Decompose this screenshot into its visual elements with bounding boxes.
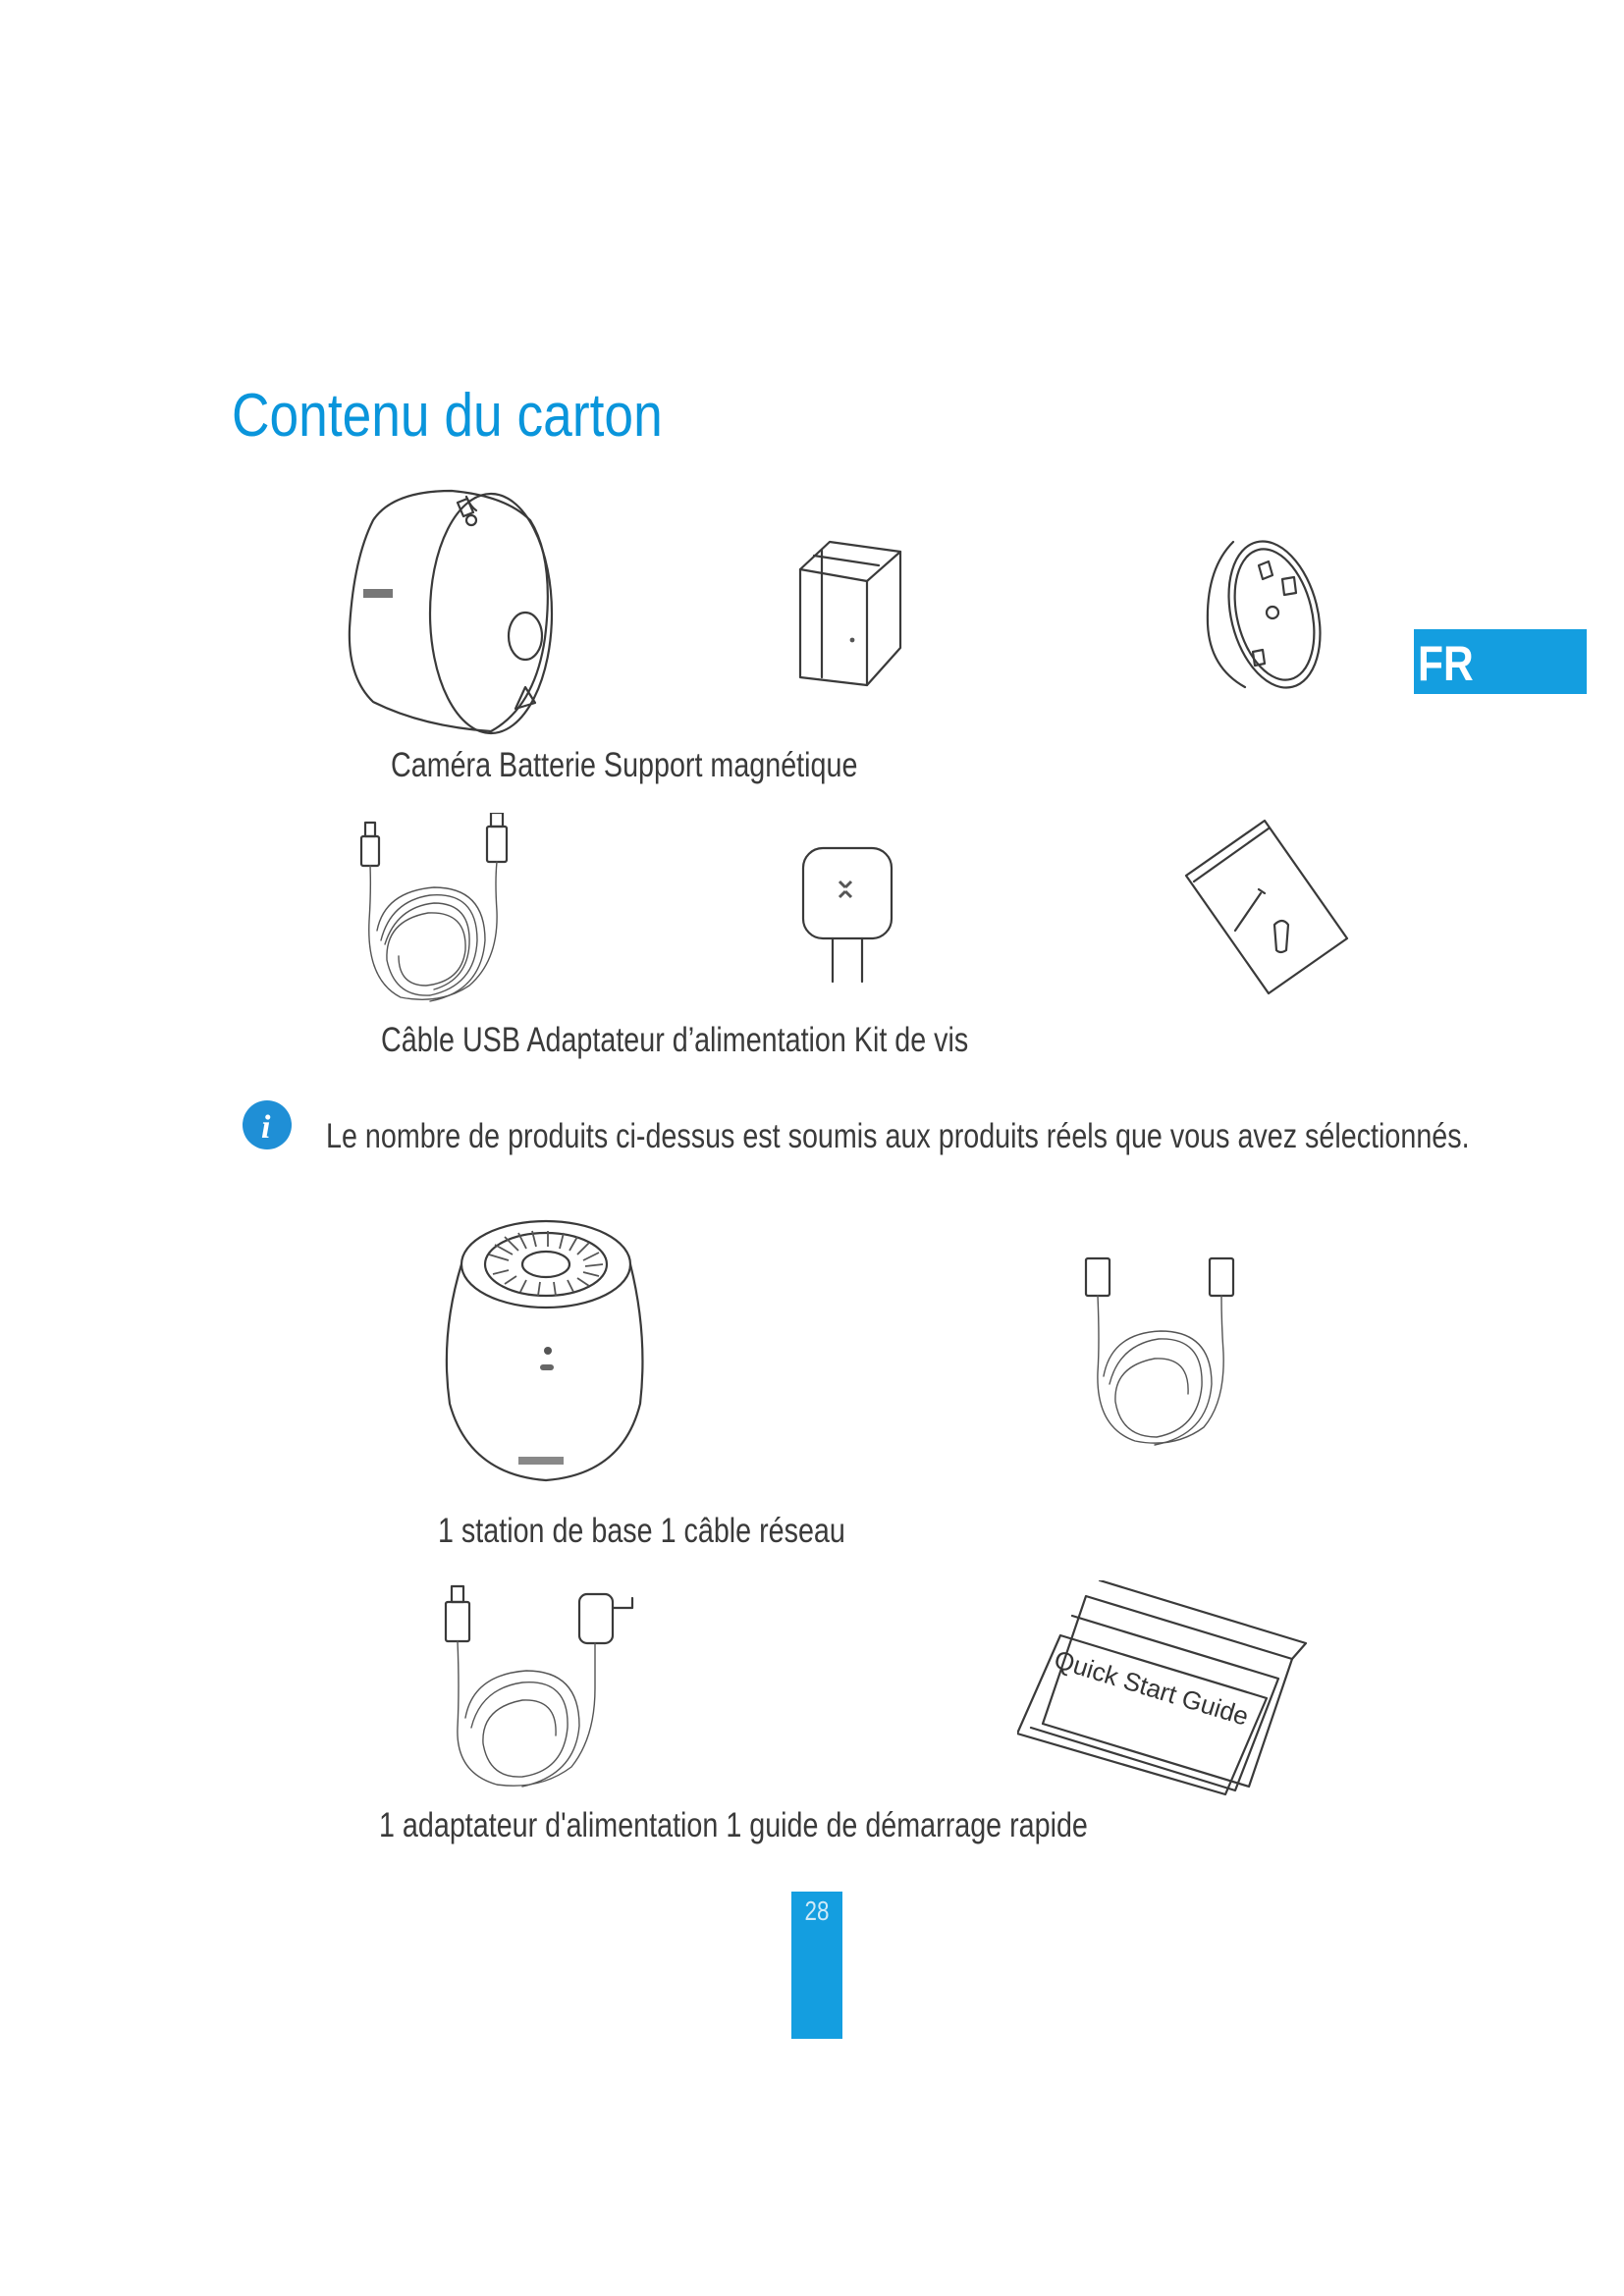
page-number: 28 <box>804 1896 830 1926</box>
quick-start-guide-illustration <box>1017 1580 1312 1806</box>
row4-caption: 1 adaptateur d'alimentation 1 guide de démarrage rapide <box>379 1806 1088 1844</box>
base-station-illustration <box>430 1217 656 1492</box>
note-text: Le nombre de produits ci-dessus est soumis aux produits réels que vous avez sélectionnés. <box>326 1117 1470 1155</box>
language-tab-label: FR <box>1418 636 1474 691</box>
row1-caption: Caméra Batterie Support magnétique <box>391 746 858 784</box>
info-icon <box>242 1099 293 1150</box>
network-cable-illustration <box>1076 1255 1253 1451</box>
usb-cable-illustration <box>352 813 528 1009</box>
power-adapter-illustration <box>793 842 901 989</box>
power-adapter-cable-illustration <box>442 1580 658 1796</box>
row2-caption: Câble USB Adaptateur d’alimentation Kit de vis <box>381 1021 969 1059</box>
guide-card-title: Quick Start Guide <box>1051 1644 1253 1732</box>
page-number-tab <box>791 1892 842 2039</box>
battery-illustration <box>790 530 908 697</box>
row3-caption: 1 station de base 1 câble réseau <box>438 1512 845 1550</box>
screw-kit-illustration <box>1178 817 1355 1003</box>
page-title: Contenu du carton <box>232 382 663 450</box>
language-tab <box>1414 629 1587 694</box>
camera-illustration <box>334 481 569 746</box>
magnetic-mount-illustration <box>1196 530 1333 697</box>
svg-text:i: i <box>261 1109 271 1146</box>
